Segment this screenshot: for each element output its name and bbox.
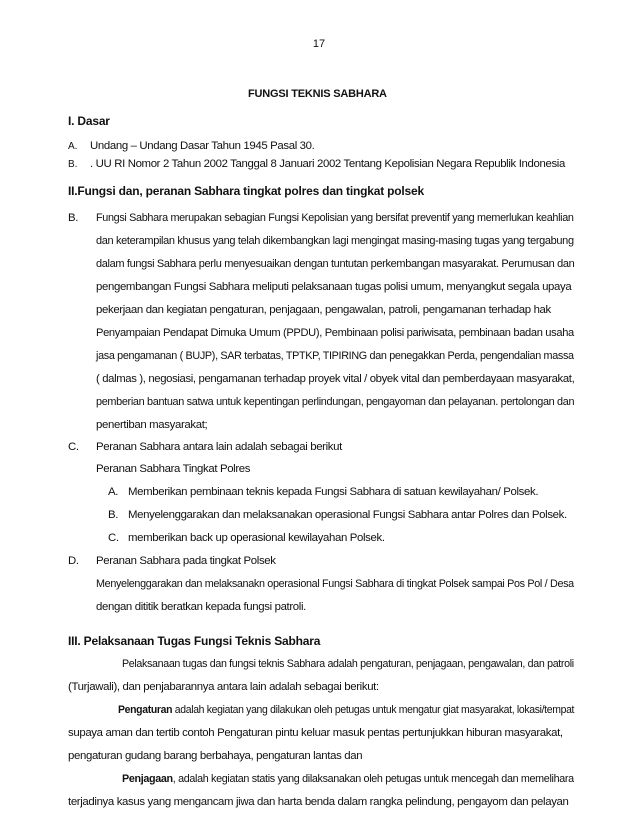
paragraph-line — [118, 704, 574, 716]
list-item-text: Peranan Sabhara pada tingkat Polsek — [96, 555, 276, 567]
paragraph-line: pemberian bantuan satwa untuk kepentingan perlindungan, pengayoman dan pelayanan. pertolongan dan — [96, 396, 575, 408]
paragraph-line: dengan dititik beratkan kepada fungsi patroli. — [96, 601, 306, 613]
list-label: D. — [68, 555, 79, 567]
paragraph-line: Menyelenggarakan dan melaksanakn operasional Fungsi Sabhara di tingkat Polsek sampai Pos Pol / Desa — [96, 578, 574, 590]
list-label: B. — [68, 159, 78, 170]
paragraph-line: pekerjaan dan kegiatan pengaturan, penjagaan, pengawalan, patroli, pengamanan terhadap hak — [96, 304, 551, 316]
document-title: FUNGSI TEKNIS SABHARA — [248, 88, 387, 100]
paragraph-line: (Turjawali), dan penjabarannya antara lain adalah sebagai berikut: — [68, 681, 379, 693]
list-label: A. — [68, 141, 78, 152]
paragraph-line-text: pengembangan Fungsi Sabhara meliputi pelaksanaan tugas polisi umum, menyangkut segala upaya — [96, 281, 572, 293]
paragraph-line: Fungsi Sabhara merupakan sebagian Fungsi Kepolisian yang bersifat preventif yang memerlukan keahlian — [96, 212, 574, 224]
list-item-text: Memberikan pembinaan teknis kepada Fungsi Sabhara di satuan kewilayahan/ Polsek. — [128, 486, 539, 498]
page-number: 17 — [312, 38, 326, 50]
list-item-text: Menyelenggarakan dan melaksanakan operasional Fungsi Sabhara antar Polres dan Polsek. — [128, 509, 567, 521]
term-definition: , adalah kegiatan statis yang dilaksanakan oleh petugas untuk mencegah dan memelihara — [172, 773, 574, 785]
paragraph-line — [122, 773, 574, 785]
list-label: B. — [68, 212, 79, 224]
paragraph-line: penertiban masyarakat; — [96, 419, 208, 431]
paragraph-line: terjadinya kasus yang mengancam jiwa dan harta benda dalam rangka pelindung, pengayom dan pelayan — [68, 796, 569, 808]
list-item-text: memberikan back up operasional kewilayahan Polsek. — [128, 532, 385, 544]
term-definition: adalah kegiatan yang dilakukan oleh petugas untuk mengatur giat masyarakat, lokasi/tempat — [172, 704, 575, 716]
list-label: C. — [68, 441, 79, 453]
section-heading-dasar: I. Dasar — [68, 114, 110, 128]
paragraph-line — [96, 281, 574, 293]
section-heading-fungsi-peranan: II.Fungsi dan, peranan Sabhara tingkat polres dan tingkat polsek — [68, 184, 424, 198]
paragraph-line: pengaturan gudang barang berbahaya, pengaturan lantas dan — [68, 750, 363, 762]
list-label: A. — [108, 486, 119, 498]
list-item-text: Peranan Sabhara antara lain adalah sebagai berikut — [96, 441, 342, 453]
section-heading-pelaksanaan: III. Pelaksanaan Tugas Fungsi Teknis Sabhara — [68, 634, 321, 648]
list-item-text: Undang – Undang Dasar Tahun 1945 Pasal 30. — [90, 140, 315, 152]
list-label: C. — [108, 532, 119, 544]
paragraph-line: Penyampaian Pendapat Dimuka Umum (PPDU), Pembinaan polisi pariwisata, pembinaan badan usaha — [96, 327, 574, 339]
subheading: Peranan Sabhara Tingkat Polres — [96, 463, 251, 475]
paragraph-line: Pelaksanaan tugas dan fungsi teknis Sabhara adalah pengaturan, penjagaan, pengawalan, dan patroli — [122, 658, 574, 670]
list-label: B. — [108, 509, 119, 521]
term-pengaturan: Pengaturan — [118, 704, 173, 716]
paragraph-line: jasa pengamanan ( BUJP), SAR terbatas, TPTKP, TIPIRING dan penegakkan Perda, pengendalian massa — [96, 350, 574, 362]
paragraph-line: dan keterampilan khusus yang telah dikembangkan lagi mengingat masing-masing tugas yang tergabung — [96, 235, 574, 247]
list-item-text: . UU RI Nomor 2 Tahun 2002 Tanggal 8 Januari 2002 Tentang Kepolisian Negara Republik Indonesia — [90, 158, 565, 170]
paragraph-line: ( dalmas ), negosiasi, pengamanan terhadap proyek vital / obyek vital dan pemberdayaan masyarakat, — [96, 373, 575, 385]
term-penjagaan: Penjagaan — [122, 773, 173, 785]
paragraph-line: dalam fungsi Sabhara perlu menyesuaikan dengan tuntutan perkembangan masyarakat. Perumusan dan — [96, 258, 575, 270]
paragraph-line: supaya aman dan tertib contoh Pengaturan pintu keluar masuk pentas pertunjukkan hiburan masyarakat, — [68, 727, 563, 739]
